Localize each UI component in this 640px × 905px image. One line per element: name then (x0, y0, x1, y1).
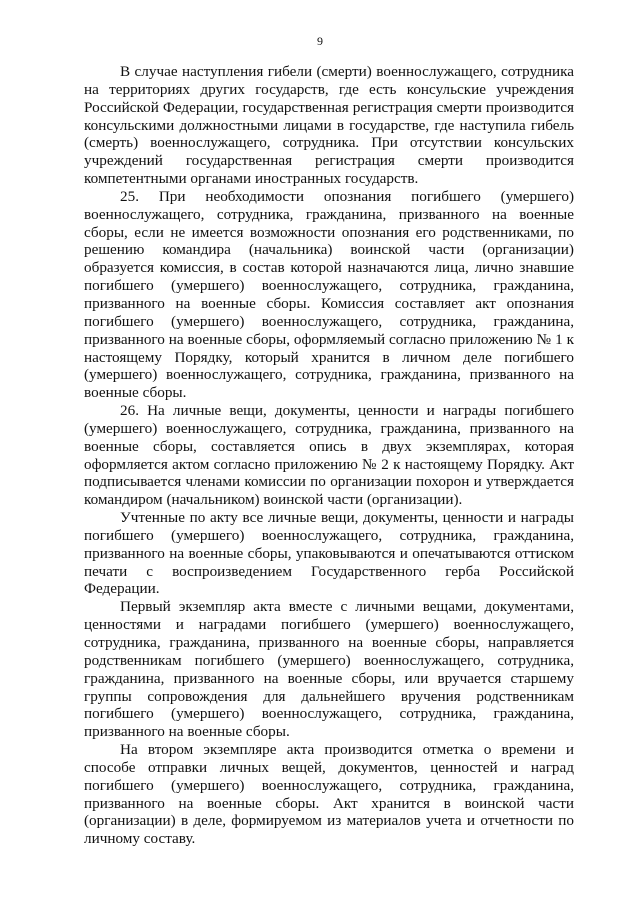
paragraph-item-25: 25. При необходимости опознания погибшего (умершего) военнослужащего, сотрудника, гражданина, призванного на военные сборы, если не имеется возможности опознания его родственниками, по решению командира (начальника) воинской части (организации) образуется комиссия, в состав которой назначаются лица, лично знавшие погибшего (умершего) военнослужащего, сотрудника, гражданина, призванного на военные сборы. Комиссия составляет акт опознания погибшего (умершего) военнослужащего, сотрудника, гражданина, призванного на военные сборы, оформляемый согласно приложению № 1 к настоящему Порядку, который хранится в личном деле погибшего (умершего) военнослужащего, сотрудника, гражданина, призванного на военные сборы. (84, 187, 574, 402)
paragraph-sealing: Учтенные по акту все личные вещи, документы, ценности и награды погибшего (умершего) военнослужащего, сотрудника, гражданина, призванного на военные сборы, упаковываются и опечатываются оттиском печати с воспроизведением Государственного герба Российской Федерации. (84, 509, 574, 598)
paragraph-consular-registration: В случае наступления гибели (смерти) военнослужащего, сотрудника на территориях других государств, где есть консульские учреждения Российской Федерации, государственная регистрация смерти производится консульскими должностными лицами в государстве, где наступила гибель (смерть) военнослужащего, сотрудника. При отсутствии консульских учреждений государственная регистрация смерти производится компетентными органами иностранных государств. (84, 63, 574, 188)
paragraph-first-copy: Первый экземпляр акта вместе с личными вещами, документами, ценностями и наградами погибшего (умершего) военнослужащего, сотрудника, гражданина, призванного на военные сборы, направляется родственникам погибшего (умершего) военнослужащего, сотрудника, гражданина, призванного на военные сборы, или вручается старшему группы сопровождения для дальнейшего вручения родственникам погибшего (умершего) военнослужащего, сотрудника, гражданина, призванного на военные сборы. (84, 598, 574, 741)
paragraph-item-26: 26. На личные вещи, документы, ценности и награды погибшего (умершего) военнослужащего, сотрудника, гражданина, призванного на военные сборы, составляется опись в двух экземплярах, которая оформляется актом согласно приложению № 2 к настоящему Порядку. Акт подписывается членами комиссии по организации похорон и утверждается командиром (начальником) воинской части (организации). (84, 402, 574, 509)
paragraph-second-copy: На втором экземпляре акта производится отметка о времени и способе отправки личных вещей, документов, ценностей и наград погибшего (умершего) военнослужащего, сотрудника, гражданина, призванного на военные сборы. Акт хранится в воинской части (организации) в деле, формируемом из материалов учета и отчетности по личному составу. (84, 741, 574, 848)
document-body (84, 63, 574, 848)
page-number: 9 (317, 34, 323, 48)
